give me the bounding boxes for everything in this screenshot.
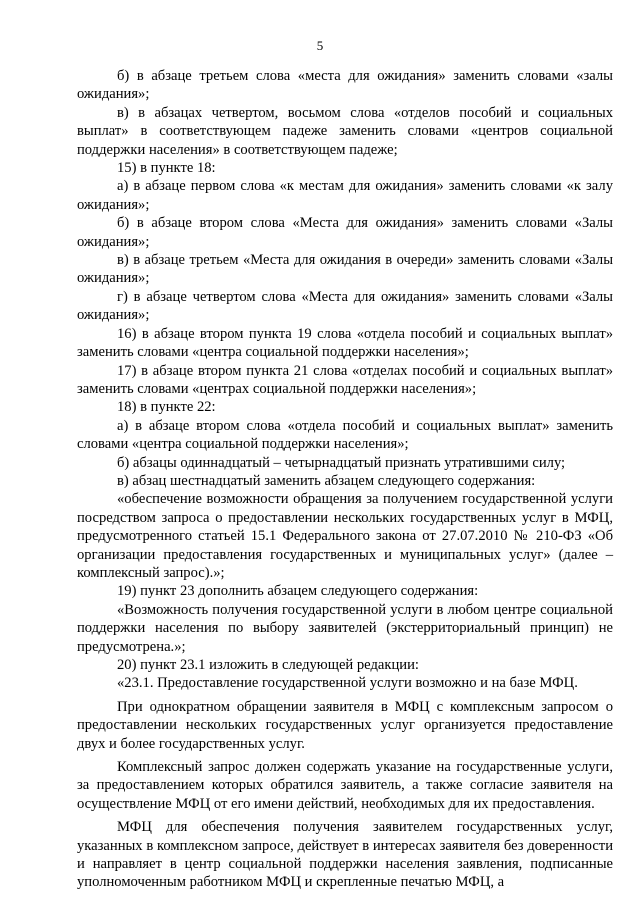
- document-body: [77, 67, 613, 892]
- paragraph: 19) пункт 23 дополнить абзацем следующего содержания:: [117, 583, 479, 600]
- paragraph: а) в абзаце первом слова «к местам для ожидания» заменить словами «к залу ожидания»;: [77, 178, 613, 213]
- paragraph: 15) в пункте 18:: [117, 160, 216, 177]
- paragraph: «Возможность получения государственной услуги в любом центре социальной поддержки населения по выбору заявителей (экстерриториальный принцип) не предусмотрена.»;: [77, 601, 613, 655]
- paragraph: 17) в абзаце втором пункта 21 слова «отделах пособий и социальных выплат» заменить словами «центрах социальной поддержки населения»;: [77, 362, 613, 397]
- paragraph: а) в абзаце втором слова «отдела пособий и социальных выплат» заменить словами «центра социальной поддержки населения»;: [77, 417, 613, 453]
- paragraph: в) в абзаце третьем «Места для ожидания в очереди» заменить словами «Залы ожидания»;: [77, 252, 613, 287]
- paragraph: 18) в пункте 22:: [117, 399, 216, 416]
- paragraph: МФЦ для обеспечения получения заявителем государственных услуг, указанных в комплексном запросе, действует в интересах заявителя без доверенности и направляет в центр социальной поддержки населения заявления, подписанные уполномоченным работником МФЦ и скрепленные печатью МФЦ, а: [77, 819, 613, 891]
- paragraph: 16) в абзаце втором пункта 19 слова «отдела пособий и социальных выплат» заменить словами «центра социальной поддержки населения»;: [77, 325, 613, 361]
- paragraph: г) в абзаце четвертом слова «Места для ожидания» заменить словами «Залы ожидания»;: [77, 288, 613, 324]
- paragraph: в) в абзацах четвертом, восьмом слова «отделов пособий и социальных выплат» в соответствующем падеже заменить словами «центров социальной поддержки населения» в соответствующем падеже;: [77, 104, 613, 158]
- page-number: 5: [316, 38, 324, 53]
- paragraph: б) в абзаце втором слова «Места для ожидания» заменить словами «Залы ожидания»;: [77, 215, 613, 250]
- paragraph: в) абзац шестнадцатый заменить абзацем следующего содержания:: [117, 472, 536, 489]
- paragraph: б) абзацы одиннадцатый – четырнадцатый признать утратившими силу;: [117, 454, 566, 471]
- paragraph: «23.1. Предоставление государственной услуги возможно и на базе МФЦ.: [117, 675, 578, 692]
- paragraph: б) в абзаце третьем слова «места для ожидания» заменить словами «залы ожидания»;: [77, 68, 613, 103]
- paragraph: 20) пункт 23.1 изложить в следующей редакции:: [117, 657, 419, 673]
- paragraph: Комплексный запрос должен содержать указание на государственные услуги, за предоставлением которых обратился заявитель, а также согласие заявителя на осуществление МФЦ от его имени действий, необходимых для их предоставления.: [77, 759, 613, 812]
- paragraph: При однократном обращении заявителя в МФЦ с комплексным запросом о предоставлении нескольких государственных услуг организуется предоставление двух и более государственных услуг.: [77, 698, 613, 752]
- paragraph: «обеспечение возможности обращения за получением государственной услуги посредством запроса о предоставлении нескольких государственных услуг в МФЦ, предусмотренного статьей 15.1 Федерального закона от 27.07.2010 № 210-ФЗ «Об организации предоставления государственных и муниципальных услуг» (далее – комплексный запрос).»;: [77, 491, 613, 581]
